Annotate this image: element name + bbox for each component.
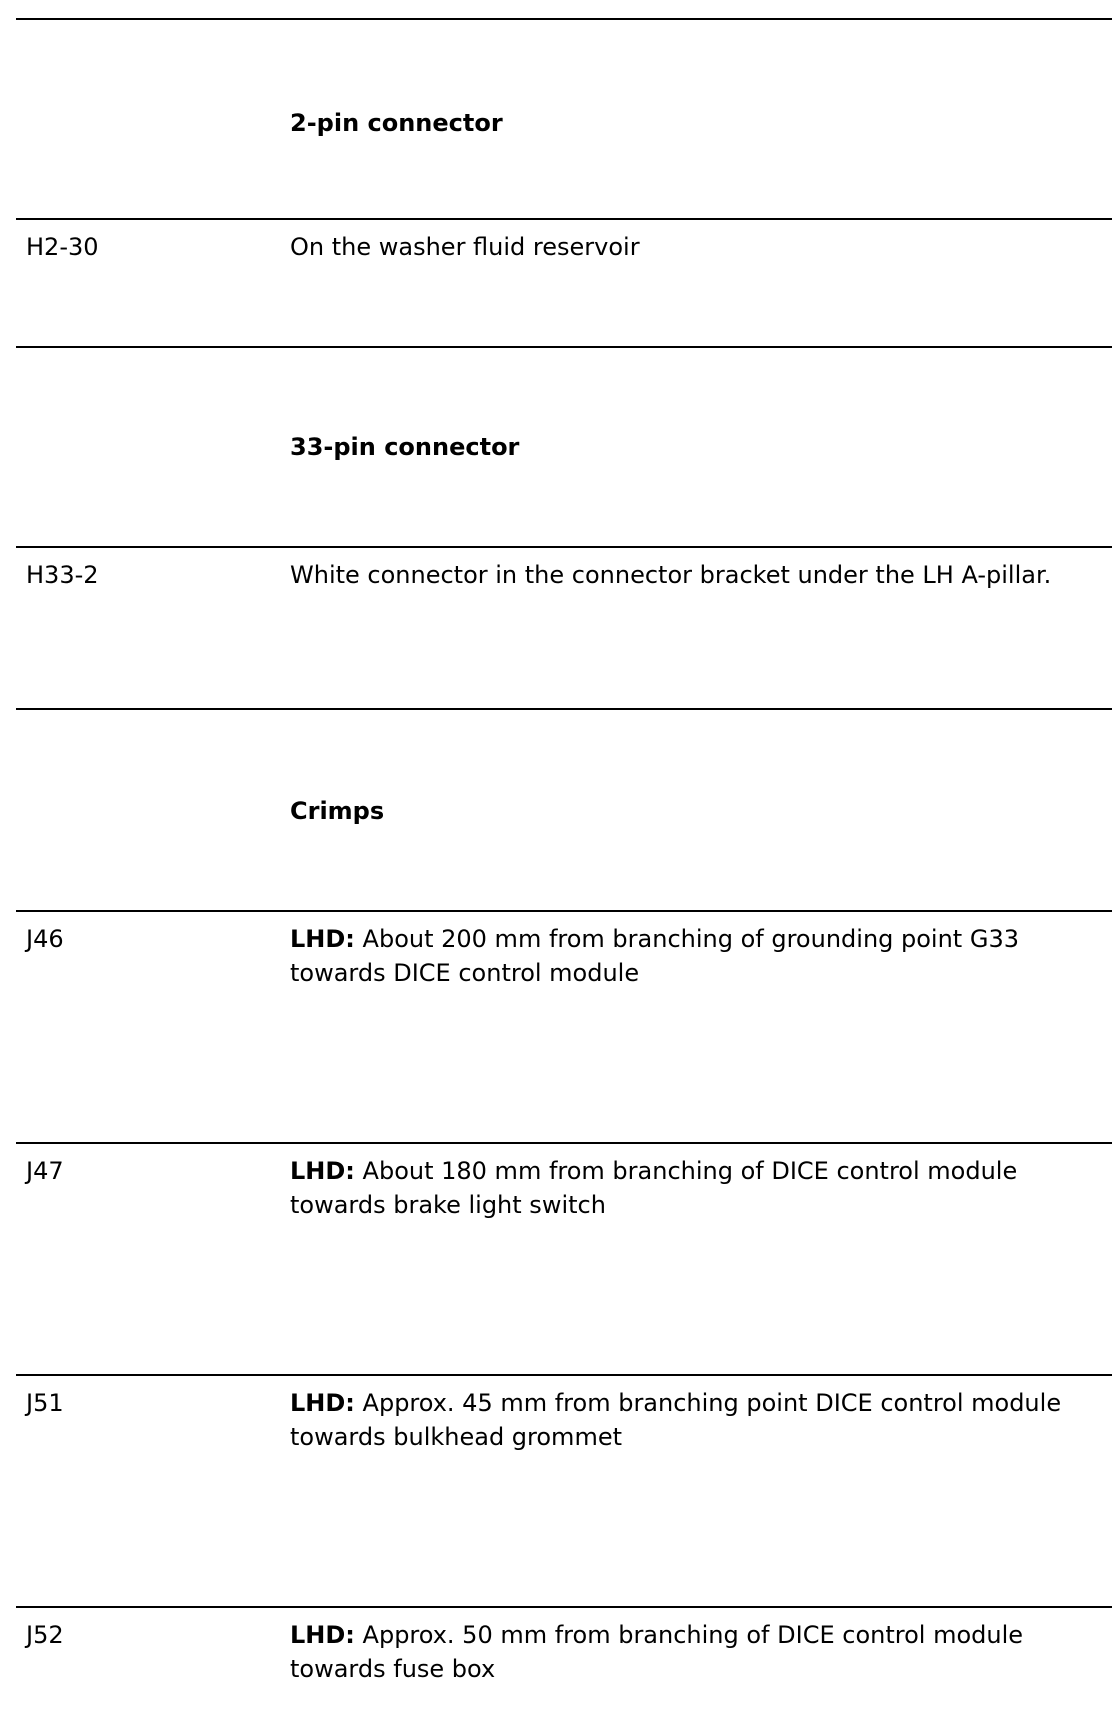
section-header-33-pin bbox=[16, 346, 1112, 546]
crimp-code: J52 bbox=[26, 1621, 64, 1649]
lhd-label: LHD: bbox=[290, 1389, 355, 1417]
location-description bbox=[290, 1618, 1100, 1686]
location-text: Approx. 45 mm from branching point DICE control module towards bulkhead grommet bbox=[290, 1389, 1062, 1451]
location-text: About 180 mm from branching of DICE control module towards brake light switch bbox=[290, 1157, 1018, 1219]
lhd-label: LHD: bbox=[290, 1621, 355, 1649]
location-description: On the washer fluid reservoir bbox=[290, 233, 640, 261]
location-description bbox=[290, 922, 1100, 990]
section-heading: 33-pin connector bbox=[290, 433, 520, 461]
connector-location-table bbox=[16, 18, 1112, 1716]
crimp-code: J47 bbox=[26, 1157, 64, 1185]
location-description bbox=[290, 1386, 1100, 1454]
section-heading: Crimps bbox=[290, 797, 385, 825]
table-row bbox=[16, 1142, 1112, 1374]
location-description: White connector in the connector bracket under the LH A-pillar. bbox=[290, 561, 1052, 589]
table-row bbox=[16, 218, 1112, 346]
location-description bbox=[290, 1154, 1100, 1222]
connector-code: H2-30 bbox=[26, 233, 99, 261]
location-text: Approx. 50 mm from branching of DICE control module towards fuse box bbox=[290, 1621, 1024, 1683]
crimp-code: J51 bbox=[26, 1389, 64, 1417]
table-row bbox=[16, 1374, 1112, 1606]
location-text: About 200 mm from branching of grounding point G33 towards DICE control module bbox=[290, 925, 1019, 987]
section-header-crimps bbox=[16, 708, 1112, 910]
section-heading: 2-pin connector bbox=[290, 109, 503, 137]
table-row bbox=[16, 546, 1112, 708]
section-header-2-pin bbox=[16, 18, 1112, 218]
lhd-label: LHD: bbox=[290, 1157, 355, 1185]
table-row bbox=[16, 910, 1112, 1142]
crimp-code: J46 bbox=[26, 925, 64, 953]
table-row bbox=[16, 1606, 1112, 1716]
connector-code: H33-2 bbox=[26, 561, 99, 589]
lhd-label: LHD: bbox=[290, 925, 355, 953]
